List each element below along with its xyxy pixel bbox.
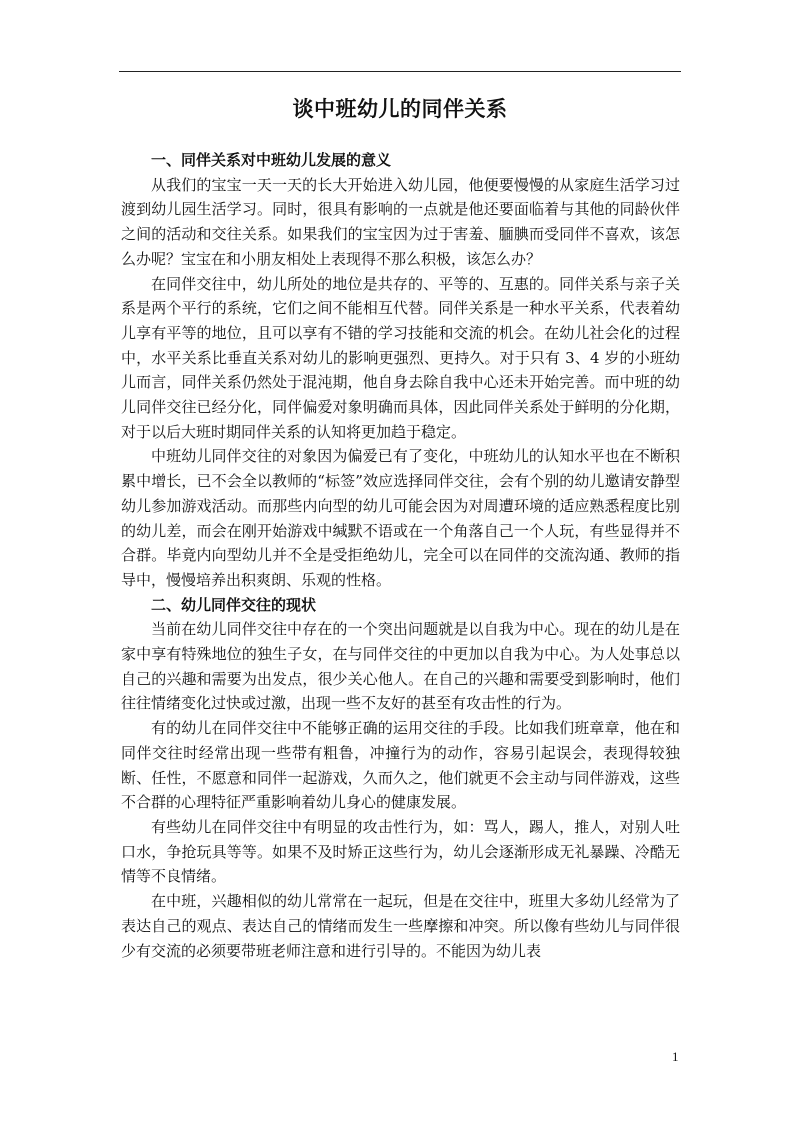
paragraph: 从我们的宝宝一天一天的长大开始进入幼儿园，他便要慢慢的从家庭生活学习过渡到幼儿园生活学习。同时，很具有影响的一点就是他还要面临着与其他的同龄伙伴之间的活动和交往关系。如果我们的宝宝因为过于害羞、腼腆而受同伴不喜欢，该怎么办呢？宝宝在和小朋友相处上表现得不那么积极，该怎么办？ [121, 175, 680, 268]
paragraph: 有些幼儿在同伴交往中有明显的攻击性行为，如：骂人，踢人，推人，对别人吐口水，争抢玩具等等。如果不及时矫正这些行为，幼儿会逐渐形成无礼暴躁、冷酷无情等不良情绪。 [121, 817, 680, 886]
document-body [121, 148, 680, 963]
page-title: 谈中班幼儿的同伴关系 [292, 96, 508, 121]
section-heading: 一、同伴关系对中班幼儿发展的意义 [151, 151, 392, 169]
paragraph: 当前在幼儿同伴交往中存在的一个突出问题就是以自我为中心。现在的幼儿是在家中享有特殊地位的独生子女，在与同伴交往的中更加以自我为中心。为人处事总以自己的兴趣和需要为出发点，很少关心他人。在自己的兴趣和需要受到影响时，他们往往情绪变化过快或过激，出现一些不友好的甚至有攻击性的行为。 [121, 620, 680, 713]
paragraph: 在同伴交往中，幼儿所处的地位是共存的、平等的、互惠的。同伴关系与亲子关系是两个平行的系统，它们之间不能相互代替。同伴关系是一种水平关系，代表着幼儿享有平等的地位，且可以享有不错的学习技能和交流的机会。在幼儿社会化的过程中，水平关系比垂直关系对幼儿的影响更强烈、更持久。对于只有 3、4 岁的小班幼儿而言，同伴关系仍然处于混沌期，他自身去除自我中心还未开始完善。而中班的幼儿同伴交往已经分化，同伴偏爱对象明确而具体，因此同伴关系处于鲜明的分化期，对于以后大班时期同伴关系的认知将更加趋于稳定。 [121, 274, 680, 441]
page-number: 1 [672, 1049, 679, 1064]
paragraph: 有的幼儿在同伴交往中不能够正确的运用交往的手段。比如我们班章章，他在和同伴交往时经常出现一些带有粗鲁，冲撞行为的动作，容易引起误会，表现得较独断、任性，不愿意和同伴一起游戏，久而久之，他们就更不会主动与同伴游戏，这些不合群的心理特征严重影响着幼儿身心的健康发展。 [121, 719, 680, 812]
paragraph: 中班幼儿同伴交往的对象因为偏爱已有了变化，中班幼儿的认知水平也在不断积累中增长，已不会全以教师的“标签”效应选择同伴交往，会有个别的幼儿邀请安静型幼儿参加游戏活动。而那些内向型的幼儿可能会因为对周遭环境的适应熟悉程度比别的幼儿差，而会在刚开始游戏中缄默不语或在一个角落自己一个人玩，有些显得并不合群。毕竟内向型幼儿并不全是受拒绝幼儿，完全可以在同伴的交流沟通、教师的指导中，慢慢培养出积爽朗、乐观的性格。 [121, 447, 680, 589]
section-heading: 二、幼儿同伴交往的现状 [151, 595, 317, 614]
paragraph: 在中班，兴趣相似的幼儿常常在一起玩，但是在交往中，班里大多幼儿经常为了表达自己的观点、表达自己的情绪而发生一些摩擦和冲突。所以像有些幼儿与同伴很少有交流的必须要带班老师注意和进行引导的。不能因为幼儿表 [121, 892, 680, 960]
header-rule [119, 71, 681, 72]
